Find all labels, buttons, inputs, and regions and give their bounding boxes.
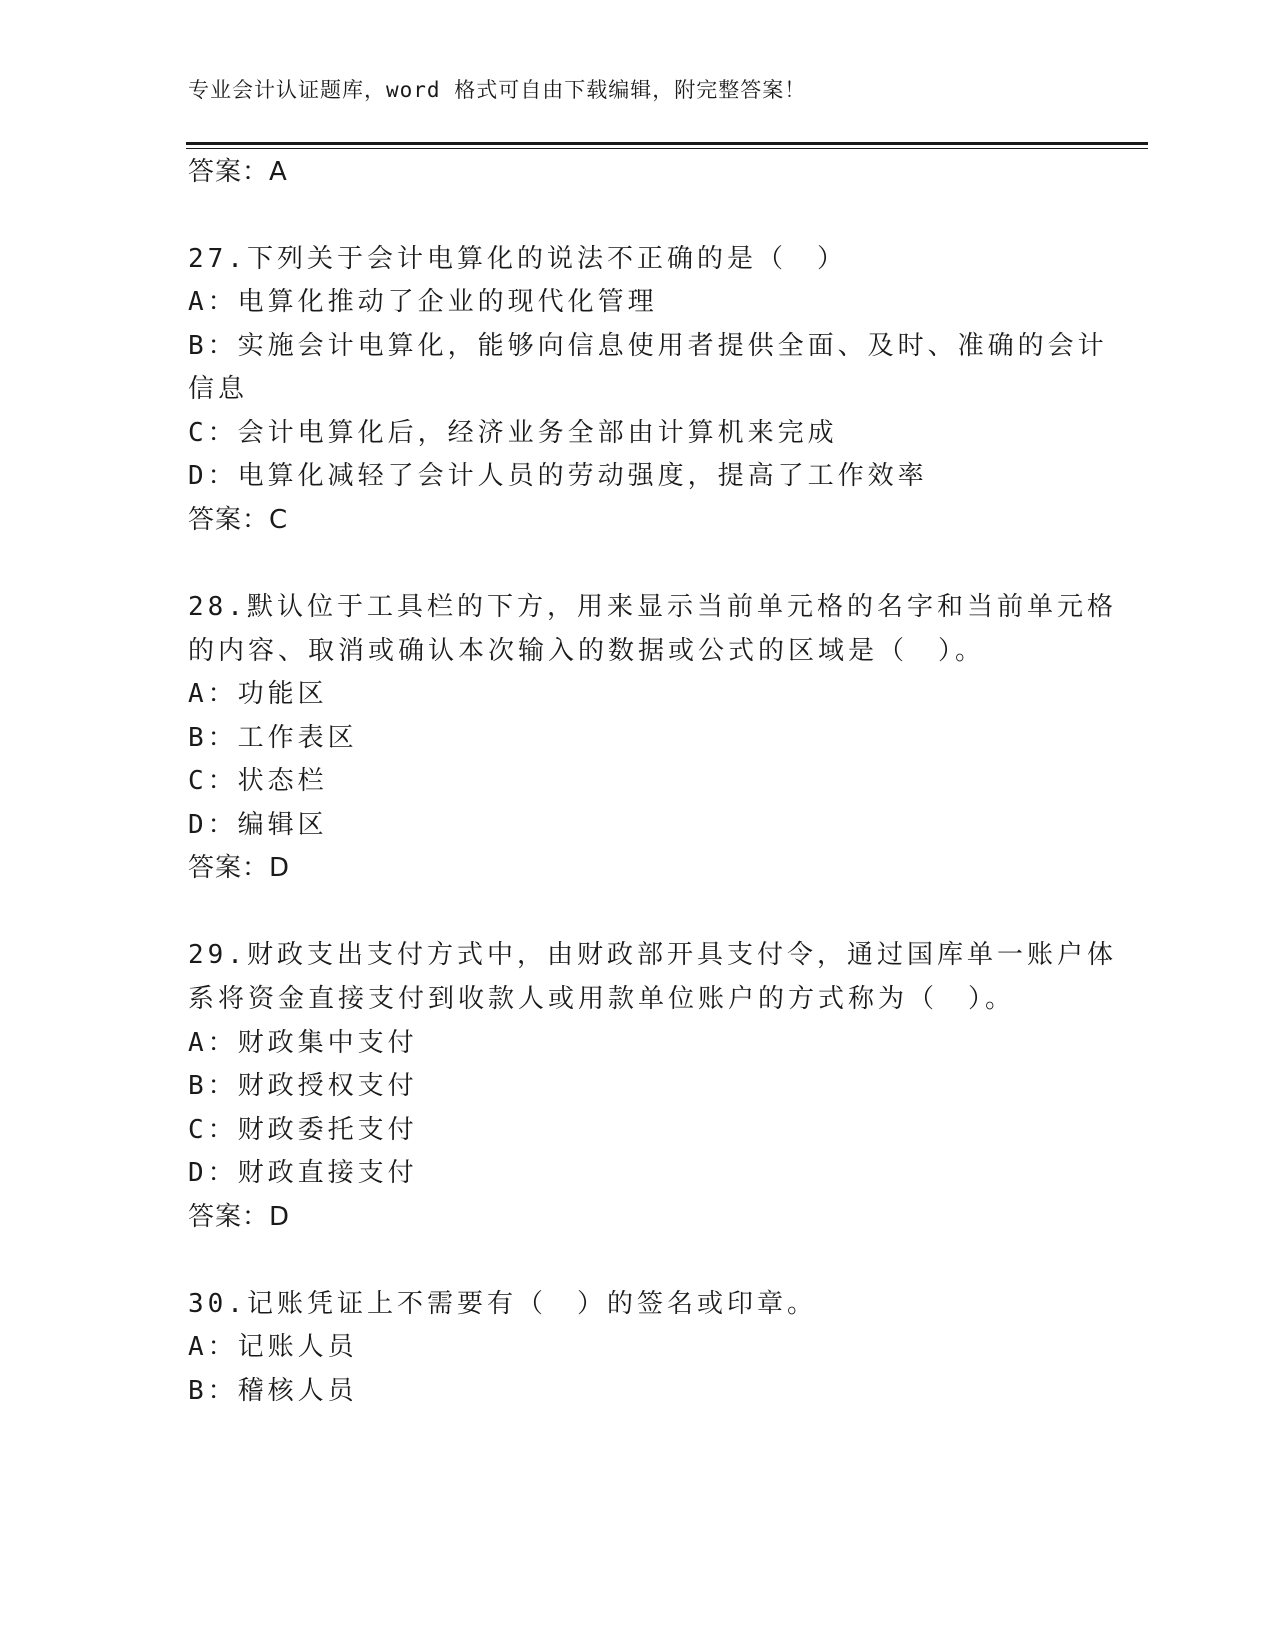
answer-27: 答案：C <box>188 505 289 535</box>
option-a: A：电算化推动了企业的现代化管理 <box>188 287 658 317</box>
question-stem-line: 系将资金直接支付到收款人或用款单位账户的方式称为（ ）。 <box>188 984 1016 1014</box>
option-a: A：记账人员 <box>188 1332 358 1362</box>
question-stem-line: 27.下列关于会计电算化的说法不正确的是（ ） <box>188 244 847 274</box>
previous-answer: 答案：A <box>188 157 288 187</box>
question-stem-line: 的内容、取消或确认本次输入的数据或公式的区域是（ ）。 <box>188 636 986 666</box>
option-b: B：财政授权支付 <box>188 1071 418 1101</box>
option-b: B：工作表区 <box>188 723 358 753</box>
question-stem-line: 29.财政支出支付方式中，由财政部开具支付令，通过国库单一账户体 <box>188 940 1117 970</box>
option-b: B：实施会计电算化，能够向信息使用者提供全面、及时、准确的会计 <box>188 331 1108 361</box>
option-d: D：财政直接支付 <box>188 1158 418 1188</box>
question-stem-line: 28.默认位于工具栏的下方，用来显示当前单元格的名字和当前单元格 <box>188 592 1117 622</box>
page-header: 专业会计认证题库，word 格式可自由下载编辑，附完整答案！ <box>188 78 807 102</box>
answer-29: 答案：D <box>188 1202 291 1232</box>
header-rule-thick <box>186 142 1148 145</box>
answer-28: 答案：D <box>188 853 291 883</box>
option-b-continued: 信息 <box>188 374 249 404</box>
option-d: D：编辑区 <box>188 810 328 840</box>
option-d: D：电算化减轻了会计人员的劳动强度，提高了工作效率 <box>188 461 928 491</box>
option-c: C：会计电算化后，经济业务全部由计算机来完成 <box>188 418 838 448</box>
question-stem-line: 30.记账凭证上不需要有（ ）的签名或印章。 <box>188 1289 817 1319</box>
option-b: B：稽核人员 <box>188 1376 358 1406</box>
header-rule-thin <box>186 148 1148 149</box>
option-c: C：财政委托支付 <box>188 1115 418 1145</box>
option-a: A：功能区 <box>188 679 328 709</box>
option-a: A：财政集中支付 <box>188 1028 418 1058</box>
option-c: C：状态栏 <box>188 766 328 796</box>
